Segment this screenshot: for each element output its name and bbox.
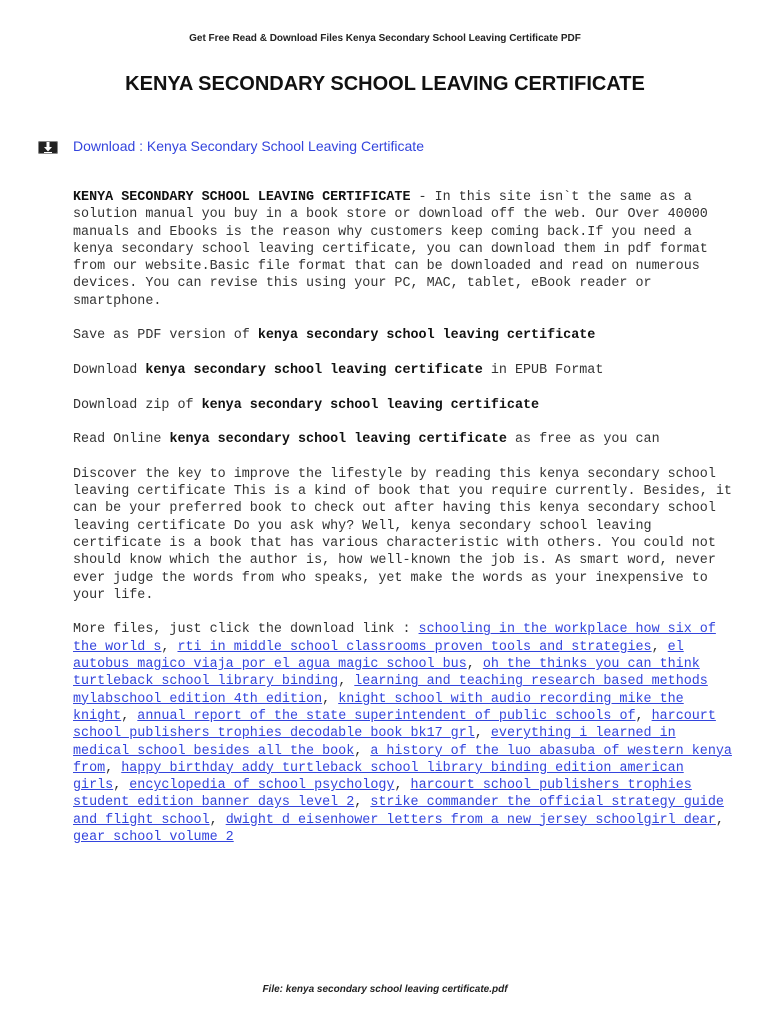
link-separator: , [715, 812, 724, 828]
link-separator: , [394, 778, 411, 794]
link-separator: , [651, 639, 668, 655]
link-separator: , [105, 760, 122, 776]
related-file-link[interactable]: strike commander the official strategy guide and flight school [73, 795, 724, 828]
link-separator: , [209, 812, 226, 828]
related-file-link[interactable]: schooling in the workplace how six of the world s [73, 622, 716, 655]
format-keyword: kenya secondary school leaving certificate [145, 362, 483, 378]
format-line-online [73, 431, 733, 448]
page-title: KENYA SECONDARY SCHOOL LEAVING CERTIFICATE [125, 73, 645, 95]
related-file-link[interactable]: a history of the luo abasuba of western kenya from [73, 743, 732, 776]
related-file-link[interactable]: harcourt school publishers trophies decodable book bk17 grl [73, 708, 716, 742]
format-prefix: Save as PDF version of [73, 328, 258, 344]
link-separator: , [161, 639, 178, 655]
link-separator: , [113, 778, 130, 794]
intro-text: - In this site isn`t the same as a solution manual you buy in a book store or download off the web. Our Over 40000 manuals and Ebooks is the reason why customers keep coming back.If you need a kenya secondary school leaving certificate, you can download them in pdf format from our website.Basic file format that can be downloaded and read on numerous devices. You can revise this using your PC, MAC, tablet, eBook reader or smartphone. [73, 190, 708, 309]
link-separator: , [635, 708, 652, 724]
more-files-links [73, 622, 732, 845]
more-files-label: More files, just click the download link : [73, 622, 419, 638]
document-body [73, 189, 733, 864]
link-separator: , [466, 657, 483, 673]
intro-bold-title: KENYA SECONDARY SCHOOL LEAVING CERTIFICATE [73, 190, 411, 205]
discover-paragraph: Discover the key to improve the lifestyle by reading this kenya secondary school leaving certificate This is a kind of book that you require currently. Besides, it can be your preferred book to check out after having this kenya secondary school leaving certificate Do you ask why? Well, kenya secondary school leaving certificate is a book that has various characteristic with others. You could not should know which the author is, how well-known the job is. As smart word, never ever judge the words from who speaks, yet make the words as your inexpensive to your life. [73, 466, 732, 603]
link-separator: , [354, 795, 371, 811]
link-separator: , [338, 674, 355, 690]
format-keyword: kenya secondary school leaving certificate [169, 432, 507, 448]
link-separator: , [354, 743, 371, 759]
format-keyword: kenya secondary school leaving certificate [257, 328, 596, 344]
link-separator: , [121, 708, 138, 724]
related-file-link[interactable]: rti in middle school classrooms proven tools and strategies [177, 639, 652, 655]
download-link[interactable]: Download : Kenya Secondary School Leaving Certificate [73, 138, 424, 154]
format-prefix: Read Online [73, 432, 170, 448]
format-suffix: as free as you can [506, 432, 660, 448]
format-line-epub [73, 362, 733, 379]
related-file-link[interactable]: learning and teaching research based methods mylabschool edition 4th edition [73, 674, 708, 707]
related-file-link[interactable]: dwight d eisenhower letters from a new jersey schoolgirl dear [225, 812, 716, 828]
page-header: Get Free Read & Download Files Kenya Secondary School Leaving Certificate PDF [189, 33, 581, 44]
related-file-link[interactable]: oh the thinks you can think turtleback school library binding [73, 657, 700, 690]
link-separator: , [474, 726, 491, 742]
related-file-link[interactable]: annual report of the state superintendent of public schools of [137, 708, 636, 724]
related-file-link[interactable]: gear school volume 2 [73, 829, 234, 845]
related-file-link[interactable]: happy birthday addy turtleback school library binding edition american girls [73, 760, 684, 794]
format-keyword: kenya secondary school leaving certificate [201, 397, 540, 413]
related-file-link[interactable]: everything i learned in medical school besides all the book [73, 726, 676, 759]
more-files-paragraph [73, 621, 733, 846]
related-file-link[interactable]: knight school with audio recording mike the knight [73, 691, 684, 724]
format-line-zip [73, 397, 733, 414]
intro-paragraph [73, 189, 733, 310]
link-separator: , [322, 691, 339, 707]
download-icon[interactable] [38, 141, 58, 154]
related-file-link[interactable]: harcourt school publishers trophies student edition banner days level 2 [73, 778, 692, 811]
format-suffix: in EPUB Format [482, 362, 604, 378]
format-line-pdf [73, 327, 733, 344]
related-file-link[interactable]: el autobus magico viaja por el agua magic school bus [73, 639, 684, 673]
format-prefix: Download zip of [73, 397, 202, 413]
page-footer: File: kenya secondary school leaving certificate.pdf [262, 984, 508, 995]
related-file-link[interactable]: encyclopedia of school psychology [129, 778, 395, 794]
format-prefix: Download [73, 362, 146, 378]
